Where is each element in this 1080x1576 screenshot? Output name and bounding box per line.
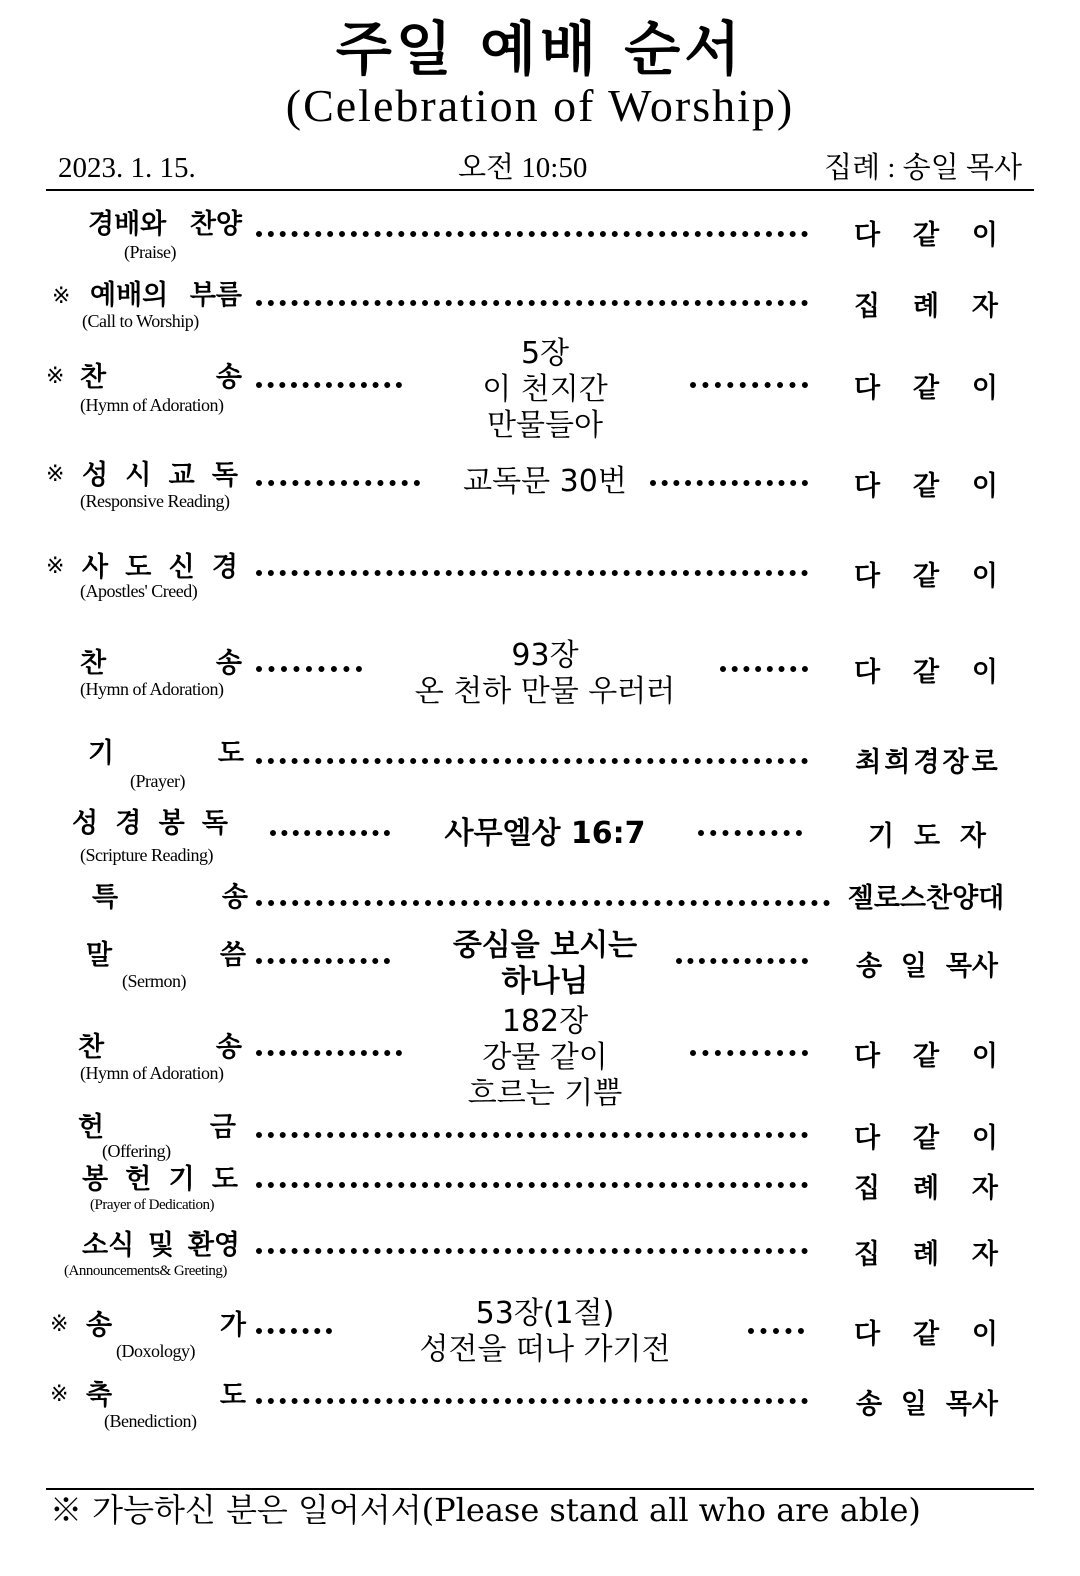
- page-title: 주일 예배 순서: [335, 15, 745, 83]
- item-detail: [395, 816, 695, 852]
- item-english: (Praise): [124, 242, 176, 262]
- page-subtitle: (Celebration of Worship): [285, 80, 795, 131]
- item-english: (Announcements& Greeting): [64, 1263, 227, 1279]
- item-title: 기 도: [88, 738, 244, 769]
- item-detail: [385, 638, 705, 710]
- item-title: 송 가: [86, 1310, 246, 1341]
- hymn-title-line-1: 강물 같이: [482, 1040, 608, 1075]
- scripture-reference: 사무엘상 16:7: [444, 816, 646, 851]
- stand-mark: ※: [46, 462, 65, 487]
- item-performer: 집 례 자: [854, 1173, 998, 1204]
- item-performer: 다 같 이: [854, 1123, 998, 1154]
- leader-dots: [256, 1398, 808, 1404]
- item-performer: 젤로스 찬양대: [847, 883, 1005, 914]
- item-english: (Apostles' Creed): [80, 581, 198, 601]
- leader-dots: [690, 1050, 808, 1056]
- item-title: 특 송: [92, 882, 248, 913]
- item-english: (Hymn of Adoration): [80, 679, 224, 699]
- stand-mark: ※: [46, 364, 65, 389]
- leader-dots: [256, 958, 390, 964]
- item-english: (Responsive Reading): [80, 491, 230, 511]
- header-rule: [46, 189, 1034, 191]
- item-detail: [395, 928, 695, 1000]
- item-performer: 집 례 자: [854, 1239, 998, 1270]
- item-english: (Benediction): [104, 1411, 197, 1431]
- item-performer: 최희경장로: [855, 747, 1001, 778]
- leader-dots: [256, 1132, 808, 1138]
- leader-dots: [748, 1328, 804, 1334]
- item-title: 찬 송: [78, 1032, 242, 1063]
- leader-dots: [256, 300, 808, 306]
- item-title: 성 경 봉 독: [72, 808, 228, 839]
- item-english: (Hymn of Adoration): [80, 395, 224, 415]
- reading-number: 교독문 30번: [463, 464, 627, 499]
- hymn-number: 53장(1절): [475, 1296, 615, 1331]
- item-detail: [390, 1296, 700, 1368]
- sermon-title-line-1: 중심을 보시는: [452, 928, 638, 963]
- item-english: (Prayer of Dedication): [90, 1197, 214, 1213]
- item-performer: 다 같 이: [854, 561, 998, 592]
- hymn-title: 온 천하 만물 우러러: [414, 674, 676, 709]
- sermon-title-line-2: 하나님: [501, 964, 589, 999]
- item-detail: [395, 1004, 695, 1112]
- item-english: (Call to Worship): [82, 311, 199, 331]
- leader-dots: [270, 830, 390, 836]
- item-performer: 다 같 이: [854, 1319, 998, 1350]
- leader-dots: [256, 1050, 402, 1056]
- item-title: 소식 및 환영: [82, 1230, 240, 1261]
- item-english: (Sermon): [122, 971, 186, 991]
- hymn-number: 5장: [520, 336, 570, 371]
- item-title: 예배의 부름: [90, 280, 242, 311]
- item-english: (Doxology): [116, 1341, 195, 1361]
- item-english: (Scripture Reading): [80, 845, 213, 865]
- leader-dots: [256, 1328, 332, 1334]
- item-performer: 집 례 자: [854, 291, 998, 322]
- hymn-title-line-1: 이 천지간: [482, 372, 608, 407]
- item-performer: 송 일 목사: [856, 951, 998, 982]
- item-performer: 다 같 이: [854, 1041, 998, 1072]
- hymn-number: 93장: [511, 638, 579, 673]
- item-detail: [395, 336, 695, 444]
- stand-mark: ※: [52, 284, 71, 309]
- item-performer: 다 같 이: [854, 220, 998, 251]
- stand-mark: ※: [50, 1382, 69, 1407]
- item-title: 축 도: [86, 1380, 246, 1411]
- item-english: (Prayer): [130, 771, 185, 791]
- item-title: 찬 송: [80, 648, 242, 679]
- item-english: (Hymn of Adoration): [80, 1063, 224, 1083]
- hymn-title-line-2: 흐르는 기쁨: [467, 1076, 623, 1111]
- service-date: 2023. 1. 15.: [58, 152, 196, 184]
- item-title: 찬 송: [80, 362, 242, 393]
- item-title: 성 시 교 독: [82, 460, 238, 491]
- hymn-number: 182장: [501, 1004, 589, 1039]
- leader-dots: [256, 758, 808, 764]
- hymn-title: 성전을 떠나 가기전: [419, 1332, 671, 1367]
- item-title: 봉 헌 기 도: [82, 1164, 238, 1195]
- leader-dots: [698, 830, 802, 836]
- service-time: 오전 10:50: [458, 152, 588, 184]
- leader-dots: [256, 900, 830, 906]
- item-performer: 다 같 이: [854, 373, 998, 404]
- footer-note: ※ 가능하신 분은 일어서서(Please stand all who are able): [50, 1491, 921, 1529]
- item-title: 경배와 찬양: [88, 209, 242, 240]
- service-leader: 집례 : 송일 목사: [824, 152, 1022, 184]
- leader-dots: [676, 958, 808, 964]
- item-title: 말 씀: [86, 940, 246, 971]
- item-performer: 다 같 이: [854, 657, 998, 688]
- leader-dots: [256, 1182, 808, 1188]
- item-title: 헌 금: [78, 1112, 236, 1143]
- stand-mark: ※: [46, 554, 65, 579]
- stand-mark: ※: [50, 1312, 69, 1337]
- item-title: 사 도 신 경: [82, 552, 238, 583]
- item-performer: 다 같 이: [854, 471, 998, 502]
- item-performer: 송 일 목사: [856, 1389, 998, 1420]
- leader-dots: [650, 480, 808, 486]
- item-performer: 기 도 자: [868, 821, 986, 852]
- item-english: (Offering): [102, 1141, 171, 1161]
- leader-dots: [690, 382, 808, 388]
- leader-dots: [256, 570, 808, 576]
- hymn-title-line-2: 만물들아: [487, 408, 603, 443]
- leader-dots: [256, 382, 402, 388]
- leader-dots: [256, 1248, 808, 1254]
- leader-dots: [720, 666, 808, 672]
- leader-dots: [256, 666, 362, 672]
- leader-dots: [256, 231, 808, 237]
